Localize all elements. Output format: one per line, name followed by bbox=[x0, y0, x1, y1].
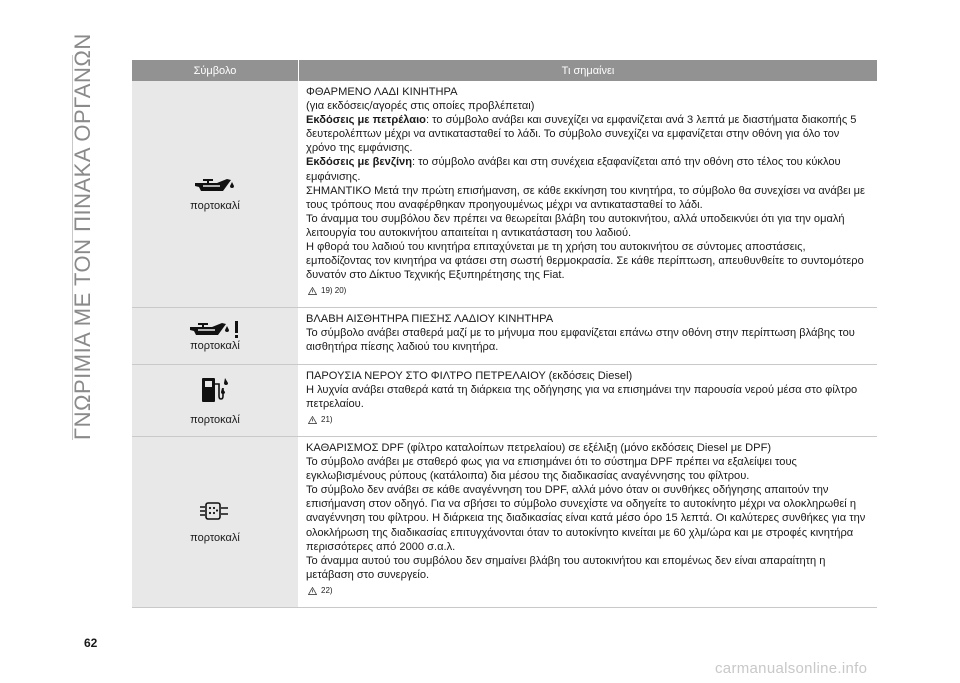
header-meaning: Τι σημαίνει bbox=[298, 60, 877, 81]
header-symbol: Σύμβολο bbox=[193, 64, 237, 77]
table-row bbox=[132, 81, 877, 308]
row-title: ΦΘΑΡΜΕΝΟ ΛΑΔΙ ΚΙΝΗΤΗΡΑ bbox=[306, 86, 458, 98]
table-row bbox=[132, 437, 877, 608]
paragraph-important: ΣΗΜΑΝΤΙΚΟ Μετά την πρώτη επισήμανση, σε κάθε εκκίνηση του κινητήρα, το σύμβολο θα συνεχίσει να ανάβει με τους τρόπους που αναφέρθηκαν προηγουμένως μέχρι να αντικατασταθεί το λάδι. bbox=[306, 184, 865, 211]
meaning-cell bbox=[298, 437, 877, 607]
row-title: ΚΑΘΑΡΙΣΜΟΣ DPF (φίλτρο καταλοίπων πετρελαίου) σε εξέλιξη (μόνο εκδόσεις Diesel με DPF) bbox=[306, 442, 772, 454]
row-text: Το άναμμα αυτού του συμβόλου δεν σημαίνει βλάβη του αυτοκινήτου και επομένως δεν είναι απαραίτητη η μετάβαση στο συνεργείο. bbox=[306, 554, 826, 581]
paragraph-wear: Η φθορά του λαδιού του κινητήρα επιταχύνεται με τη χρήση του αυτοκινήτου σε σύντομες αποστάσεις, εμποδίζοντας τον κινητήρα να φτάσει στη σωστή θερμοκρασία. Σε κάθε περίπτωση, απευθυνθείτε το συντομότερο δυνατόν στο Δίκτυο Τεχνικής Εξυπηρέτησης της Fiat. bbox=[306, 241, 864, 282]
color-label: πορτοκαλί bbox=[190, 200, 240, 212]
table-header bbox=[132, 60, 877, 81]
row-title: ΠΑΡΟΥΣΙΑ ΝΕΡΟΥ ΣΤΟ ΦΙΛΤΡΟ ΠΕΤΡΕΛΑΙΟΥ (εκδόσεις Diesel) bbox=[306, 370, 633, 382]
color-label: πορτοκαλί bbox=[190, 413, 240, 426]
oil-pressure-icon bbox=[188, 320, 242, 340]
symbol-cell bbox=[132, 365, 298, 436]
row-text: Το σύμβολο δεν ανάβει σε κάθε αναγέννηση του DPF, αλλά μόνο όταν οι συνθήκες οδήγησης απαιτούν την επισήμανση στον οδηγό. Για να σβήσει το σύμβολο συνεχίστε να οδηγείτε το αυτοκίνητο μέχρι να ολοκληρωθεί η αναγέννηση του φίλτρου. Η διάρκεια της διαδικασίας είναι κατά μέσο όρο 15 λεπτά. Οι καλύτερες συνθήκες για την ολοκλήρωση της διαδικασίας επιτυγχάνονται όταν το αυτοκίνητο κινείται με 60 χλμ/ώρα και με στροφές κινητήρα περισσότερες από 2000 σ.α.λ. bbox=[306, 484, 866, 553]
row-text: Το σύμβολο ανάβει σταθερά μαζί με το μήνυμα που εμφανίζεται επάνω στην οθόνη στην περίπτωση βλάβης του αισθητήρα πίεσης λαδιού του κινητήρα. bbox=[306, 327, 855, 354]
warning-references: 19) 20) bbox=[306, 284, 871, 298]
color-label: πορτοκαλί bbox=[190, 340, 240, 352]
table-row bbox=[132, 365, 877, 437]
symbol-cell bbox=[132, 81, 298, 307]
color-label: πορτοκαλί bbox=[190, 532, 240, 544]
row-text: Το σύμβολο ανάβει με σταθερό φως για να επισημάνει ότι το σύστημα DPF πρέπει να εξαλείψει τους εγκλωβισμένους ρύπους (κατάλοιπα) δια μέσου της διαδικασίας αναγέννησης του φίλτρου. bbox=[306, 456, 797, 483]
meaning-cell bbox=[298, 365, 877, 436]
watermark: carmanualsonline.info bbox=[715, 660, 868, 677]
warning-triangle-icon bbox=[308, 287, 317, 295]
oil-can-icon bbox=[193, 176, 237, 196]
symbol-table bbox=[132, 60, 877, 608]
row-subtitle: (για εκδόσεις/αγορές στις οποίες προβλέπεται) bbox=[306, 100, 535, 113]
dpf-icon bbox=[200, 500, 230, 522]
warning-triangle-icon bbox=[308, 587, 317, 595]
table-row bbox=[132, 308, 877, 365]
warning-references: 21) bbox=[306, 413, 871, 427]
meaning-cell bbox=[298, 81, 877, 307]
section-title: ΓΝΩΡΙΜΙΑ ΜΕ ΤΟΝ ΠΙΝΑΚΑ ΟΡΓΑΝΩΝ bbox=[70, 33, 95, 440]
paragraph-petrol: Εκδόσεις με βενζίνη: το σύμβολο ανάβει και στη συνέχεια εξαφανίζεται από την οθόνη στο τέλος του κύκλου εμφάνισης. bbox=[306, 156, 841, 183]
page-number: 62 bbox=[84, 636, 98, 650]
meaning-cell bbox=[298, 308, 877, 364]
paragraph-note: Το άναμμα του συμβόλου δεν πρέπει να θεωρείται βλάβη του αυτοκινήτου, αλλά υποδεικνύει ότι για την ομαλή λειτουργία του αυτοκινήτου απαιτείται η αντικατάσταση του λαδιού. bbox=[306, 212, 845, 239]
symbol-cell bbox=[132, 437, 298, 607]
fuel-filter-water-icon bbox=[200, 376, 230, 404]
warning-triangle-icon bbox=[308, 416, 317, 424]
symbol-cell bbox=[132, 308, 298, 364]
row-title: ΒΛΑΒΗ ΑΙΣΘΗΤΗΡΑ ΠΙΕΣΗΣ ΛΑΔΙΟΥ ΚΙΝΗΤΗΡΑ bbox=[306, 313, 554, 325]
row-text: Η λυχνία ανάβει σταθερά κατά τη διάρκεια της οδήγησης για να επισημάνει την παρουσία νερού μέσα στο φίλτρο πετρελαίου. bbox=[306, 384, 858, 411]
warning-references: 22) bbox=[306, 584, 871, 598]
paragraph-diesel: Εκδόσεις με πετρέλαιο: το σύμβολο ανάβει και συνεχίζει να εμφανίζεται ανά 3 λεπτά με διαστήματα διακοπής 5 δευτερολέπτων μέχρι να αντικατασταθεί το λάδι. Το σύμβολο συνεχίζει να εμφανίζεται στην οθόνη για όλο τον χρόνο της εμφάνισης. bbox=[306, 114, 857, 155]
